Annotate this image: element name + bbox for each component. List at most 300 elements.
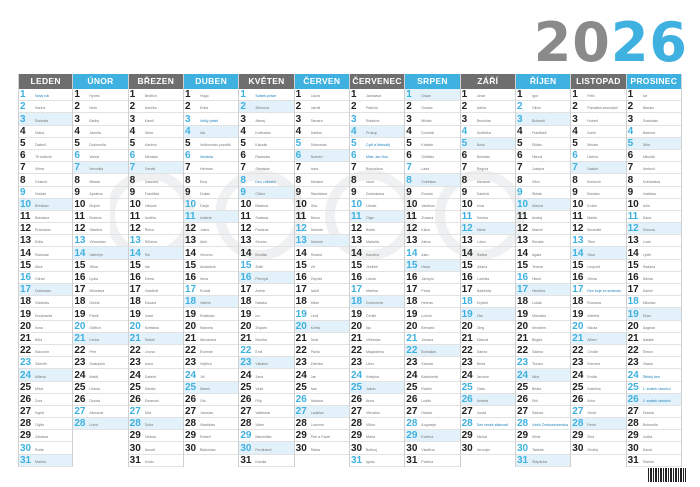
- day-row: [239, 174, 293, 186]
- name-day-label: Libor: [365, 362, 374, 367]
- day-number: 25: [350, 381, 363, 393]
- name-day-label: Alena: [421, 240, 431, 245]
- day-row: [129, 406, 183, 418]
- name-day-label: Roman: [421, 191, 433, 196]
- day-number: 23: [295, 357, 307, 369]
- name-day-label: Bořivoj: [365, 447, 377, 452]
- day-number: 28: [240, 418, 252, 430]
- day-row: [461, 113, 515, 125]
- day-row: [129, 162, 183, 174]
- day-number: 21: [572, 332, 584, 344]
- name-day-label: Anděla: [144, 216, 156, 221]
- name-day-label: Alexandr: [89, 411, 104, 416]
- day-row: [19, 235, 72, 247]
- day-number: 30: [461, 442, 473, 454]
- day-number: 30: [240, 442, 252, 454]
- day-row: [405, 455, 459, 467]
- day-row: [350, 442, 404, 454]
- name-day-label: Ilona: [35, 325, 43, 330]
- name-day-label: Jakub: [365, 386, 376, 391]
- day-row: [516, 272, 570, 284]
- name-day-label: Dana: [642, 216, 652, 221]
- day-row: [461, 101, 515, 113]
- day-row: [571, 418, 625, 430]
- day-row: [184, 187, 238, 199]
- day-row: [461, 382, 515, 394]
- name-day-label: Servác: [255, 240, 267, 245]
- name-day-label: Miloslava: [89, 289, 105, 294]
- name-day-label: Hana: [421, 264, 430, 269]
- day-row: [571, 369, 625, 381]
- name-day-label: Regína: [476, 167, 489, 172]
- day-number: 10: [350, 198, 363, 210]
- day-number: 11: [129, 211, 141, 223]
- day-row: [627, 199, 681, 211]
- day-number: 11: [627, 211, 639, 223]
- day-row: [295, 174, 349, 186]
- name-day-label: Helena: [421, 301, 433, 306]
- day-row: [129, 101, 183, 113]
- day-row: [129, 113, 183, 125]
- day-number: 2: [240, 101, 246, 113]
- day-row: [405, 247, 459, 259]
- day-number: 4: [627, 125, 634, 137]
- day-number: 28: [20, 418, 32, 430]
- day-row: [239, 199, 293, 211]
- day-number: 19: [350, 308, 363, 320]
- day-number: 7: [20, 162, 26, 174]
- day-row: [239, 442, 293, 454]
- day-number: 31: [240, 454, 252, 466]
- name-day-label: Vlasta: [642, 362, 653, 367]
- day-row: [295, 394, 349, 406]
- name-day-label: Ignác: [365, 459, 375, 464]
- day-row: [295, 223, 349, 235]
- day-row: [516, 223, 570, 235]
- name-day-label: Zbyněk: [310, 277, 323, 281]
- name-day-label: Dobromila: [89, 142, 106, 147]
- day-number: 30: [129, 442, 141, 454]
- day-number: 19: [184, 308, 197, 320]
- day-number: 10: [129, 198, 141, 210]
- name-day-label: Bohdan: [587, 191, 600, 196]
- day-row: [350, 333, 404, 345]
- name-day-label: Dominik: [421, 130, 435, 135]
- day-row: [461, 211, 515, 223]
- name-day-label: Jaroslava: [365, 94, 382, 99]
- name-day-label: Milada: [89, 179, 100, 184]
- name-day-label: Edita: [35, 240, 44, 245]
- day-row: [405, 296, 459, 308]
- day-row: [627, 260, 681, 272]
- day-number: 4: [20, 125, 26, 137]
- name-day-label: Heřman: [199, 167, 213, 172]
- day-number: 9: [240, 186, 246, 198]
- name-day-label: Gabriel: [144, 374, 157, 379]
- day-number: 28: [295, 418, 307, 430]
- day-number: 15: [74, 259, 86, 271]
- day-row: [129, 333, 183, 345]
- day-number: 20: [74, 320, 86, 332]
- name-day-label: Simona: [642, 228, 655, 233]
- name-day-label: Jáchym: [421, 277, 434, 281]
- year-calendar-grid: [18, 74, 682, 467]
- name-day-label: Nela: [89, 106, 97, 111]
- name-day-label: Šárka: [310, 447, 321, 452]
- day-row: [405, 308, 459, 320]
- day-number: 23: [240, 357, 252, 369]
- name-day-label: Karolína: [365, 252, 380, 257]
- day-number: 30: [295, 442, 307, 454]
- day-number: 3: [350, 113, 357, 125]
- day-row: [627, 308, 681, 320]
- day-row: [184, 89, 238, 101]
- day-row: [405, 235, 459, 247]
- day-number: 7: [240, 162, 246, 174]
- day-row: [350, 247, 404, 259]
- day-number: 17: [627, 284, 639, 296]
- day-number: 6: [20, 150, 26, 162]
- name-day-label: Jaromír: [476, 374, 489, 379]
- day-number: 15: [295, 259, 307, 271]
- name-day-label: Xenie: [587, 411, 597, 416]
- day-row: [350, 296, 404, 308]
- day-number: 9: [184, 186, 191, 198]
- name-day-label: Emil: [255, 350, 263, 355]
- day-row: [627, 382, 681, 394]
- day-number: 17: [184, 284, 197, 296]
- day-number: 18: [74, 296, 86, 308]
- day-row: [295, 138, 349, 150]
- day-number: 20: [350, 320, 363, 332]
- day-row: [627, 418, 681, 430]
- day-number: 23: [74, 357, 86, 369]
- name-day-label: Svatopluk: [89, 362, 106, 367]
- day-row: [73, 418, 127, 430]
- day-row: [184, 442, 238, 454]
- day-row: [516, 126, 570, 138]
- day-row: [461, 247, 515, 259]
- name-day-label: Čeněk: [365, 313, 377, 318]
- name-day-label: Adéla: [476, 106, 486, 111]
- day-row: [461, 138, 515, 150]
- name-day-label: Lukáš: [531, 301, 542, 306]
- name-day-label: Radomír: [365, 118, 380, 123]
- day-row: [516, 345, 570, 357]
- day-row: [516, 296, 570, 308]
- day-number: 18: [20, 296, 32, 308]
- day-row: [19, 126, 72, 138]
- day-row: [295, 235, 349, 247]
- day-number: 14: [240, 247, 252, 259]
- name-day-label: Milan: [310, 301, 320, 306]
- day-row: [295, 369, 349, 381]
- day-row: [73, 174, 127, 186]
- day-number: 29: [20, 430, 32, 442]
- name-day-label: Vendula: [199, 155, 213, 160]
- day-row: [350, 357, 404, 369]
- day-row: [516, 442, 570, 454]
- day-row: [73, 382, 127, 394]
- day-row: [295, 418, 349, 430]
- day-row: [516, 430, 570, 442]
- day-number: 29: [240, 430, 252, 442]
- day-row: [405, 126, 459, 138]
- day-number: 18: [240, 296, 252, 308]
- name-day-label: Oldřich: [89, 325, 101, 330]
- day-row: [516, 199, 570, 211]
- day-number: 7: [295, 162, 302, 174]
- name-day-label: Vavřinec: [421, 203, 436, 208]
- day-number: 12: [572, 223, 584, 235]
- day-number: 15: [461, 259, 473, 271]
- name-day-label: Jan: [310, 374, 317, 379]
- day-row: [129, 357, 183, 369]
- day-row: [461, 223, 515, 235]
- day-row: [350, 321, 404, 333]
- day-row: [129, 126, 183, 138]
- day-number: 7: [516, 162, 523, 174]
- day-row: [239, 394, 293, 406]
- month-header: LISTOPAD: [571, 74, 625, 89]
- day-number: 26: [295, 393, 307, 405]
- name-day-label: Otakar: [421, 411, 433, 416]
- day-number: 24: [406, 369, 418, 381]
- day-row: [19, 284, 72, 296]
- day-number: 4: [461, 125, 468, 137]
- day-row: [461, 187, 515, 199]
- name-day-label: Iveta: [310, 167, 319, 172]
- name-day-label: Věroslav: [365, 411, 380, 416]
- name-day-label: Kamil: [144, 118, 154, 123]
- day-row: [239, 113, 293, 125]
- day-row: [295, 199, 349, 211]
- day-number: 16: [184, 272, 197, 283]
- name-day-label: Soňa: [144, 423, 154, 428]
- day-row: [461, 430, 515, 442]
- name-day-label: Bohumil: [531, 118, 545, 123]
- day-number: 24: [240, 369, 252, 381]
- name-day-label: Ema: [199, 179, 208, 184]
- name-day-label: Otmar: [587, 277, 598, 281]
- month-header: SRPEN: [405, 74, 459, 89]
- name-day-label: Albína: [642, 277, 653, 281]
- day-number: 24: [129, 369, 141, 381]
- day-number: 25: [572, 381, 584, 393]
- day-row: [571, 333, 625, 345]
- day-number: 29: [572, 430, 584, 442]
- day-number: 14: [406, 247, 418, 259]
- name-day-label: Zita: [476, 313, 483, 318]
- day-number: 10: [184, 198, 197, 210]
- name-day-label: Erika: [199, 106, 209, 111]
- day-row: [405, 430, 459, 442]
- day-number: 22: [240, 345, 252, 357]
- name-day-label: Sáva: [587, 252, 596, 257]
- name-day-label: Čestmír: [35, 179, 48, 184]
- day-row: [19, 442, 72, 454]
- day-number: 19: [627, 308, 639, 320]
- day-number: 2: [461, 101, 468, 113]
- day-row: [73, 260, 127, 272]
- day-row: [184, 126, 238, 138]
- day-row: [405, 382, 459, 394]
- name-day-label: Robin: [35, 447, 45, 452]
- day-number: 18: [627, 296, 639, 308]
- day-number: 2: [74, 101, 80, 113]
- day-number: 9: [74, 186, 80, 198]
- name-day-label: Jindřiška: [476, 130, 491, 135]
- day-number: 21: [516, 332, 529, 344]
- day-number: 17: [350, 284, 363, 296]
- day-number: 25: [461, 381, 473, 393]
- day-number: 10: [240, 198, 252, 210]
- name-day-label: Eduard: [144, 301, 157, 306]
- day-row: [405, 369, 459, 381]
- day-row: [461, 126, 515, 138]
- day-number: 12: [295, 223, 307, 235]
- day-number: 5: [129, 137, 136, 149]
- day-number: 14: [627, 247, 639, 259]
- day-row: [571, 296, 625, 308]
- day-number: 1: [20, 89, 26, 101]
- name-day-label: Kristián: [421, 142, 434, 147]
- name-day-label: Bonifác: [255, 252, 268, 257]
- day-row: [129, 89, 183, 101]
- day-row: [405, 272, 459, 284]
- day-row: [239, 235, 293, 247]
- day-number: 1: [129, 89, 136, 101]
- day-number: 11: [240, 211, 251, 223]
- name-day-label: Igor: [531, 94, 539, 99]
- day-row: [571, 138, 625, 150]
- day-row: [461, 308, 515, 320]
- name-day-label: 2. svátek vánoční: [642, 398, 671, 403]
- day-row: [19, 357, 72, 369]
- name-day-label: Ctibor: [255, 191, 265, 196]
- day-row: [184, 113, 238, 125]
- day-number: 8: [20, 174, 26, 186]
- name-day-label: Evžen: [587, 203, 598, 208]
- name-day-label: Slavěna: [89, 228, 103, 233]
- day-row: [239, 357, 293, 369]
- day-row: [461, 418, 515, 430]
- name-day-label: Marek: [199, 386, 210, 391]
- name-day-label: David: [642, 447, 652, 452]
- month-column: [516, 74, 571, 467]
- name-day-label: Robert: [199, 435, 211, 440]
- name-day-label: Bohumila: [642, 423, 658, 428]
- day-row: [461, 345, 515, 357]
- day-row: [184, 296, 238, 308]
- name-day-label: René: [587, 423, 596, 428]
- day-number: 17: [516, 284, 529, 296]
- day-row: [516, 211, 570, 223]
- day-number: 11: [295, 211, 307, 223]
- name-day-label: Brigita: [531, 337, 543, 342]
- day-number: 9: [350, 186, 357, 198]
- name-day-label: Ludvík: [421, 313, 432, 318]
- day-row: [350, 162, 404, 174]
- day-row: [571, 430, 625, 442]
- day-row: [571, 394, 625, 406]
- day-row: [184, 235, 238, 247]
- name-day-label: František: [531, 130, 547, 135]
- name-day-label: Zlata: [476, 386, 485, 391]
- name-day-label: Justýna: [531, 167, 545, 172]
- name-day-label: Vznik Československa: [531, 423, 568, 428]
- day-row: [73, 211, 127, 223]
- day-number: 14: [295, 247, 307, 259]
- day-number: 15: [129, 259, 141, 271]
- day-row: [461, 357, 515, 369]
- name-day-label: Norbert: [310, 155, 323, 160]
- day-row: [461, 394, 515, 406]
- day-row: [239, 150, 293, 162]
- name-day-label: Valérie: [199, 301, 211, 306]
- day-number: 2: [184, 101, 191, 113]
- name-day-label: Iva: [642, 94, 648, 99]
- day-row: [516, 101, 570, 113]
- day-number: 15: [350, 259, 363, 271]
- name-day-label: Luboš: [365, 277, 376, 281]
- day-number: 1: [74, 89, 80, 101]
- day-number: 18: [350, 296, 363, 308]
- day-number: 12: [350, 223, 363, 235]
- name-day-label: Den boje za svobodu: [587, 289, 622, 294]
- name-day-label: Antonie: [310, 228, 323, 233]
- day-row: [461, 260, 515, 272]
- name-day-label: Štědrý den: [642, 374, 660, 379]
- day-row: [350, 430, 404, 442]
- day-number: 22: [74, 345, 86, 357]
- day-number: 1: [406, 89, 412, 101]
- day-row: [239, 321, 293, 333]
- day-row: [516, 394, 570, 406]
- name-day-label: Svatoslav: [642, 118, 659, 123]
- day-row: [571, 101, 625, 113]
- day-number: 6: [74, 150, 80, 162]
- name-day-label: Mistr Jan Hus: [365, 155, 388, 160]
- name-day-label: Medard: [310, 179, 323, 184]
- day-row: [627, 321, 681, 333]
- name-day-label: Bohuslava: [365, 167, 383, 172]
- day-row: [129, 260, 183, 272]
- day-number: 11: [350, 211, 362, 223]
- name-day-label: Velký pátek: [199, 118, 219, 123]
- day-number: 26: [350, 393, 363, 405]
- day-row: [405, 199, 459, 211]
- name-day-label: Filip: [255, 398, 262, 403]
- name-day-label: Žaneta: [642, 411, 654, 416]
- day-number: 15: [240, 259, 252, 271]
- day-number: 9: [516, 186, 523, 198]
- name-day-label: Zikmund: [255, 106, 270, 111]
- day-number: 22: [350, 345, 363, 357]
- name-day-label: Benedikt: [587, 228, 602, 233]
- day-number: 10: [406, 198, 418, 210]
- day-row: [516, 260, 570, 272]
- day-row: [571, 247, 625, 259]
- name-day-label: Leona: [144, 350, 155, 355]
- day-row: [627, 272, 681, 284]
- name-day-label: Adriana: [310, 398, 324, 403]
- day-row: [571, 357, 625, 369]
- day-number: 20: [627, 320, 639, 332]
- day-row: [571, 442, 625, 454]
- day-number: 15: [20, 259, 32, 271]
- day-number: 5: [572, 137, 578, 149]
